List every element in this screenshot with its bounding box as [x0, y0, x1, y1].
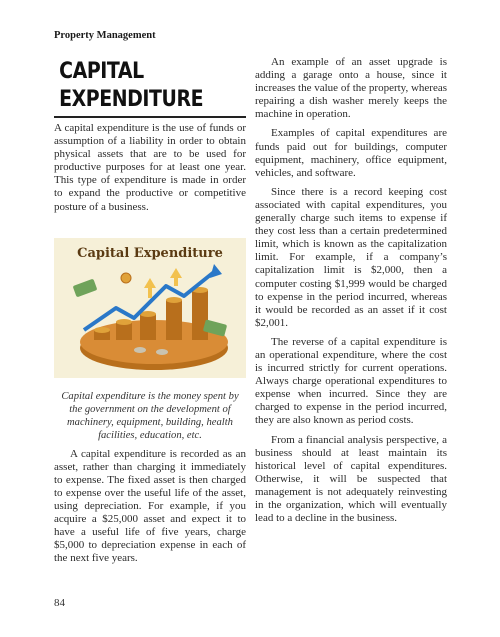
right-paragraph-5: From a financial analysis perspective, a business should at least maintain its historical level of capital expenditures. Otherwise, it will be suspected that management is not adequately reinvesting in the organization, which will eventually lead to a decline in the business.: [255, 433, 447, 525]
silver-coin-icon: [134, 347, 146, 353]
right-paragraph-1: An example of an asset upgrade is adding a garage onto a house, since it increases the value of the property, whereas repairing a dish washer merely keeps the machine in operation.: [255, 56, 448, 121]
page-number: 84: [54, 597, 65, 609]
figure-caption: Capital expenditure is the money spent by the government on the development of machinery, equipment, building, health facilities, education, etc.: [61, 390, 239, 441]
silver-coin-icon: [156, 349, 168, 355]
left-paragraph-2: A capital expenditure is recorded as an asset, rather than charging it immediately to expense. The fixed asset is then charged to expense over the useful life of the asset, using depreciation. For example, if you acquire a $25,000 asset and expect it to have a useful life of five years, charge $5,000 to depreciation expense in each of the next five years.: [54, 447, 246, 565]
right-paragraph-3: Since there is a record keeping cost associated with capital expenditures, you generally charge such items to expense if they cost less than a certain predetermined limit, which is known as the capitalization limit. For example, if a company’s capitalization limit is $2,000, then a computer costing $1,999 would be charged to expense in the period incurred, whereas it would be recorded as an asset if it cost $2,001.: [255, 185, 447, 329]
right-column: [255, 56, 447, 525]
chapter-title: [54, 58, 219, 114]
illustration-title: Capital Expenditure: [77, 245, 223, 261]
title-rule: [54, 116, 246, 118]
floating-coin-icon: [121, 273, 131, 283]
chapter-title-line1: CAPITAL: [59, 59, 144, 84]
right-paragraph-4: The reverse of a capital expenditure is an operational expenditure, where the cost is incurred strictly for current operations. Always charge operational expenditures to expense when incurred. Since they are charged to expense in the period incurred, they are also known as period costs.: [255, 335, 447, 427]
capital-expenditure-illustration: [54, 238, 246, 378]
right-paragraph-2: Examples of capital expenditures are funds paid out for buildings, computer equipment, machinery, office equipment, vehicles, and software.: [255, 127, 447, 179]
running-head: Property Management: [54, 30, 156, 41]
intro-paragraph: A capital expenditure is the use of funds or assumption of a liability in order to obtain physical assets that are to be used for productive purposes for at least one year. This type of expenditure is made in order to expand the productive or competitive posture of a business.: [54, 122, 246, 213]
chapter-title-line2: EXPENDITURE: [59, 87, 204, 112]
chapter-title-block: [54, 58, 246, 122]
left-column: [54, 58, 246, 566]
